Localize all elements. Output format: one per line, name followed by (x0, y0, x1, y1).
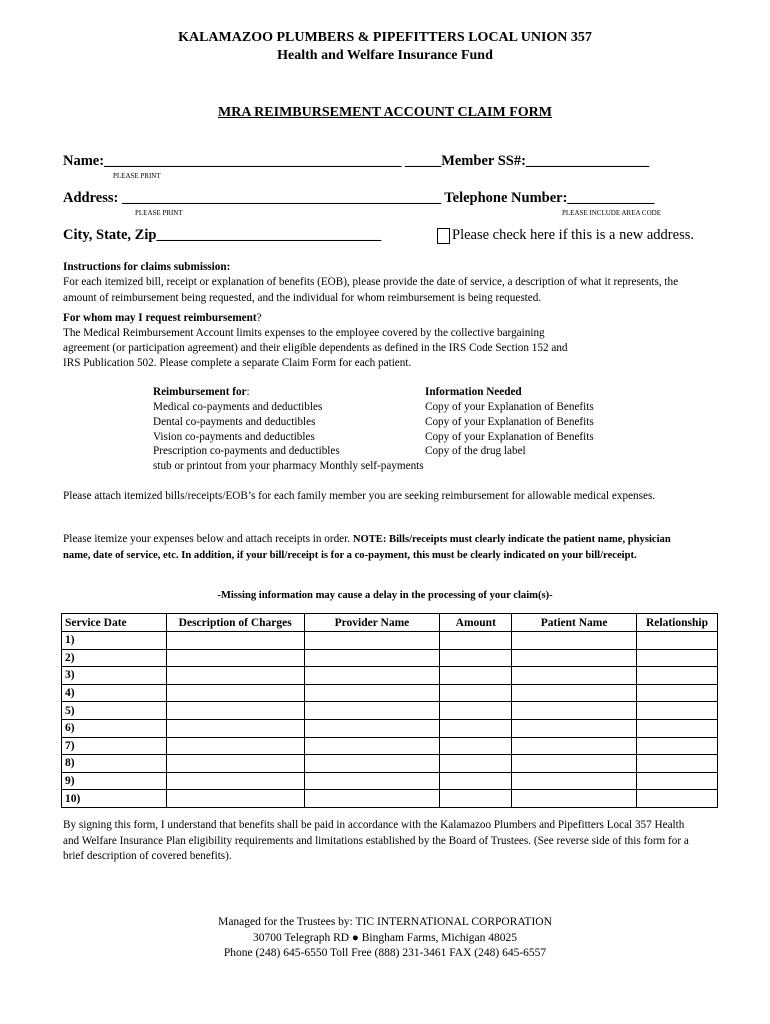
description-cell[interactable] (166, 684, 304, 702)
service-date-cell[interactable]: 3) (62, 667, 167, 685)
patient-name-cell[interactable] (512, 649, 637, 667)
table-row (62, 790, 718, 808)
patient-name-cell[interactable] (512, 667, 637, 685)
provider-name-cell[interactable] (304, 719, 440, 737)
description-cell[interactable] (166, 649, 304, 667)
service-date-cell[interactable]: 10) (62, 790, 167, 808)
patient-name-cell[interactable] (512, 790, 637, 808)
attach-instructions: Please attach itemized bills/receipts/EOB’s for each family member you are seeking reimbursement for allowable medical expenses. (63, 490, 656, 502)
new-address-checkbox[interactable] (437, 228, 450, 244)
amount-cell[interactable] (440, 684, 512, 702)
table-row (62, 632, 718, 650)
provider-name-cell[interactable] (304, 755, 440, 773)
table-row (62, 684, 718, 702)
amount-cell[interactable] (440, 790, 512, 808)
provider-name-cell[interactable] (304, 632, 440, 650)
reimbursement-item: Medical co-payments and deductibles (153, 401, 323, 413)
information-needed-item: Copy of your Explanation of Benefits (425, 401, 594, 413)
relationship-cell[interactable] (637, 667, 718, 685)
who-heading-qmark: ? (256, 312, 262, 324)
amount-cell[interactable] (440, 649, 512, 667)
amount-cell[interactable] (440, 719, 512, 737)
city-state-zip-field[interactable]: City, State, Zip_______________________________ (63, 227, 382, 243)
amount-cell[interactable] (440, 667, 512, 685)
patient-name-cell[interactable] (512, 737, 637, 755)
table-row (62, 702, 718, 720)
who-body-3: IRS Publication 502. Please complete a separate Claim Form for each patient. (63, 357, 412, 369)
information-needed-heading: Information Needed (425, 386, 522, 398)
fund-subtitle: Health and Welfare Insurance Fund (277, 48, 493, 63)
patient-name-cell[interactable] (512, 632, 637, 650)
provider-name-cell[interactable] (304, 684, 440, 702)
missing-info-warning: -Missing information may cause a delay in the processing of your claim(s)- (217, 590, 553, 601)
address-hint: PLEASE PRINT (135, 209, 183, 217)
who-body-2: agreement (or participation agreement) and their eligible dependents as defined in the IRS Code Section 152 and (63, 342, 568, 354)
description-cell[interactable] (166, 772, 304, 790)
instructions-body: For each itemized bill, receipt or explanation of benefits (EOB), please provide the date of service, a description of what it represents, the amount of reimbursement being requested, and the individual for whom reimbursement is being requested. (63, 276, 679, 304)
reimbursement-item: Prescription co-payments and deductibles (153, 445, 340, 457)
description-cell[interactable] (166, 702, 304, 720)
relationship-cell[interactable] (637, 790, 718, 808)
table-header-row (62, 614, 718, 632)
service-date-cell[interactable]: 6) (62, 719, 167, 737)
table-row (62, 719, 718, 737)
col-service-date: Service Date (62, 614, 167, 632)
relationship-cell[interactable] (637, 719, 718, 737)
patient-name-cell[interactable] (512, 755, 637, 773)
col-description: Description of Charges (166, 614, 304, 632)
col-patient-name: Patient Name (512, 614, 637, 632)
service-date-cell[interactable]: 5) (62, 702, 167, 720)
relationship-cell[interactable] (637, 737, 718, 755)
provider-name-cell[interactable] (304, 702, 440, 720)
patient-name-cell[interactable] (512, 772, 637, 790)
address-phone-field[interactable]: Address: ____________________________________________ Telephone Number:____________ (63, 190, 655, 206)
reimbursement-heading-text: Reimbursement for (153, 386, 247, 398)
patient-name-cell[interactable] (512, 702, 637, 720)
provider-name-cell[interactable] (304, 737, 440, 755)
relationship-cell[interactable] (637, 755, 718, 773)
who-heading (63, 311, 262, 327)
table-row (62, 649, 718, 667)
footer-phone: Phone (248) 645-6550 Toll Free (888) 231-3461 FAX (248) 645-6557 (223, 947, 547, 959)
service-date-cell[interactable]: 1) (62, 632, 167, 650)
col-provider-name: Provider Name (304, 614, 440, 632)
who-heading-text: For whom may I request reimbursement (63, 312, 257, 324)
reimbursement-heading-colon: : (246, 386, 250, 398)
table-row (62, 755, 718, 773)
relationship-cell[interactable] (637, 772, 718, 790)
provider-name-cell[interactable] (304, 667, 440, 685)
new-address-label: Please check here if this is a new address. (452, 227, 694, 243)
col-amount: Amount (440, 614, 512, 632)
reimbursement-item: Dental co-payments and deductibles (153, 416, 316, 428)
information-needed-item: Copy of the drug label (425, 445, 526, 457)
reimbursement-item: Vision co-payments and deductibles (153, 431, 315, 443)
description-cell[interactable] (166, 755, 304, 773)
description-cell[interactable] (166, 632, 304, 650)
amount-cell[interactable] (440, 737, 512, 755)
relationship-cell[interactable] (637, 649, 718, 667)
patient-name-cell[interactable] (512, 719, 637, 737)
signing-statement: By signing this form, I understand that benefits shall be paid in accordance with the Kalamazoo Plumbers and Pipefitters Local 357 Health and Welfare Insurance Plan eligibility requirements and limitations established by the Board of Trustees. (See reverse side of this form for a brief description of covered benefits). (63, 819, 689, 862)
table-row (62, 667, 718, 685)
expense-table (61, 613, 718, 808)
description-cell[interactable] (166, 719, 304, 737)
amount-cell[interactable] (440, 702, 512, 720)
itemize-plain: Please itemize your expenses below and attach receipts in order. (63, 533, 353, 545)
patient-name-cell[interactable] (512, 684, 637, 702)
relationship-cell[interactable] (637, 684, 718, 702)
service-date-cell[interactable]: 9) (62, 772, 167, 790)
table-row (62, 772, 718, 790)
provider-name-cell[interactable] (304, 772, 440, 790)
amount-cell[interactable] (440, 772, 512, 790)
footer-manager: Managed for the Trustees by: TIC INTERNATIONAL CORPORATION (218, 916, 552, 928)
information-needed-item: Copy of your Explanation of Benefits (425, 431, 594, 443)
itemize-note: NOTE: Bills/receipts must clearly indicate the patient name, physician name, date of service, etc. In addition, if your bill/receipt is for a co-payment, this must be clearly indicated on your bill/receipt. (63, 534, 671, 561)
service-date-cell[interactable]: 8) (62, 755, 167, 773)
amount-cell[interactable] (440, 755, 512, 773)
instructions-heading: Instructions for claims submission: (63, 261, 231, 273)
relationship-cell[interactable] (637, 702, 718, 720)
description-cell[interactable] (166, 790, 304, 808)
service-date-cell[interactable]: 2) (62, 649, 167, 667)
name-hint: PLEASE PRINT (113, 172, 161, 180)
service-date-cell[interactable]: 4) (62, 684, 167, 702)
col-relationship: Relationship (637, 614, 718, 632)
relationship-cell[interactable] (637, 632, 718, 650)
reimbursement-trailing-note: stub or printout from your pharmacy Monthly self-payments (153, 460, 424, 472)
footer-address: 30700 Telegraph RD ● Bingham Farms, Michigan 48025 (252, 932, 517, 944)
information-needed-item: Copy of your Explanation of Benefits (425, 416, 594, 428)
amount-cell[interactable] (440, 632, 512, 650)
name-ss-field[interactable]: Name:_________________________________________ _____Member SS#:_________________ (63, 153, 650, 169)
fund-union-name: KALAMAZOO PLUMBERS & PIPEFITTERS LOCAL UNION 357 (178, 30, 592, 45)
provider-name-cell[interactable] (304, 649, 440, 667)
service-date-cell[interactable]: 7) (62, 737, 167, 755)
table-row (62, 737, 718, 755)
who-body-1: The Medical Reimbursement Account limits expenses to the employee covered by the collective bargaining (63, 327, 545, 339)
itemize-instructions (63, 532, 688, 563)
phone-hint: PLEASE INCLUDE AREA CODE (562, 209, 661, 217)
form-title: MRA REIMBURSEMENT ACCOUNT CLAIM FORM (218, 105, 552, 120)
provider-name-cell[interactable] (304, 790, 440, 808)
description-cell[interactable] (166, 737, 304, 755)
description-cell[interactable] (166, 667, 304, 685)
reimbursement-heading (153, 385, 250, 400)
